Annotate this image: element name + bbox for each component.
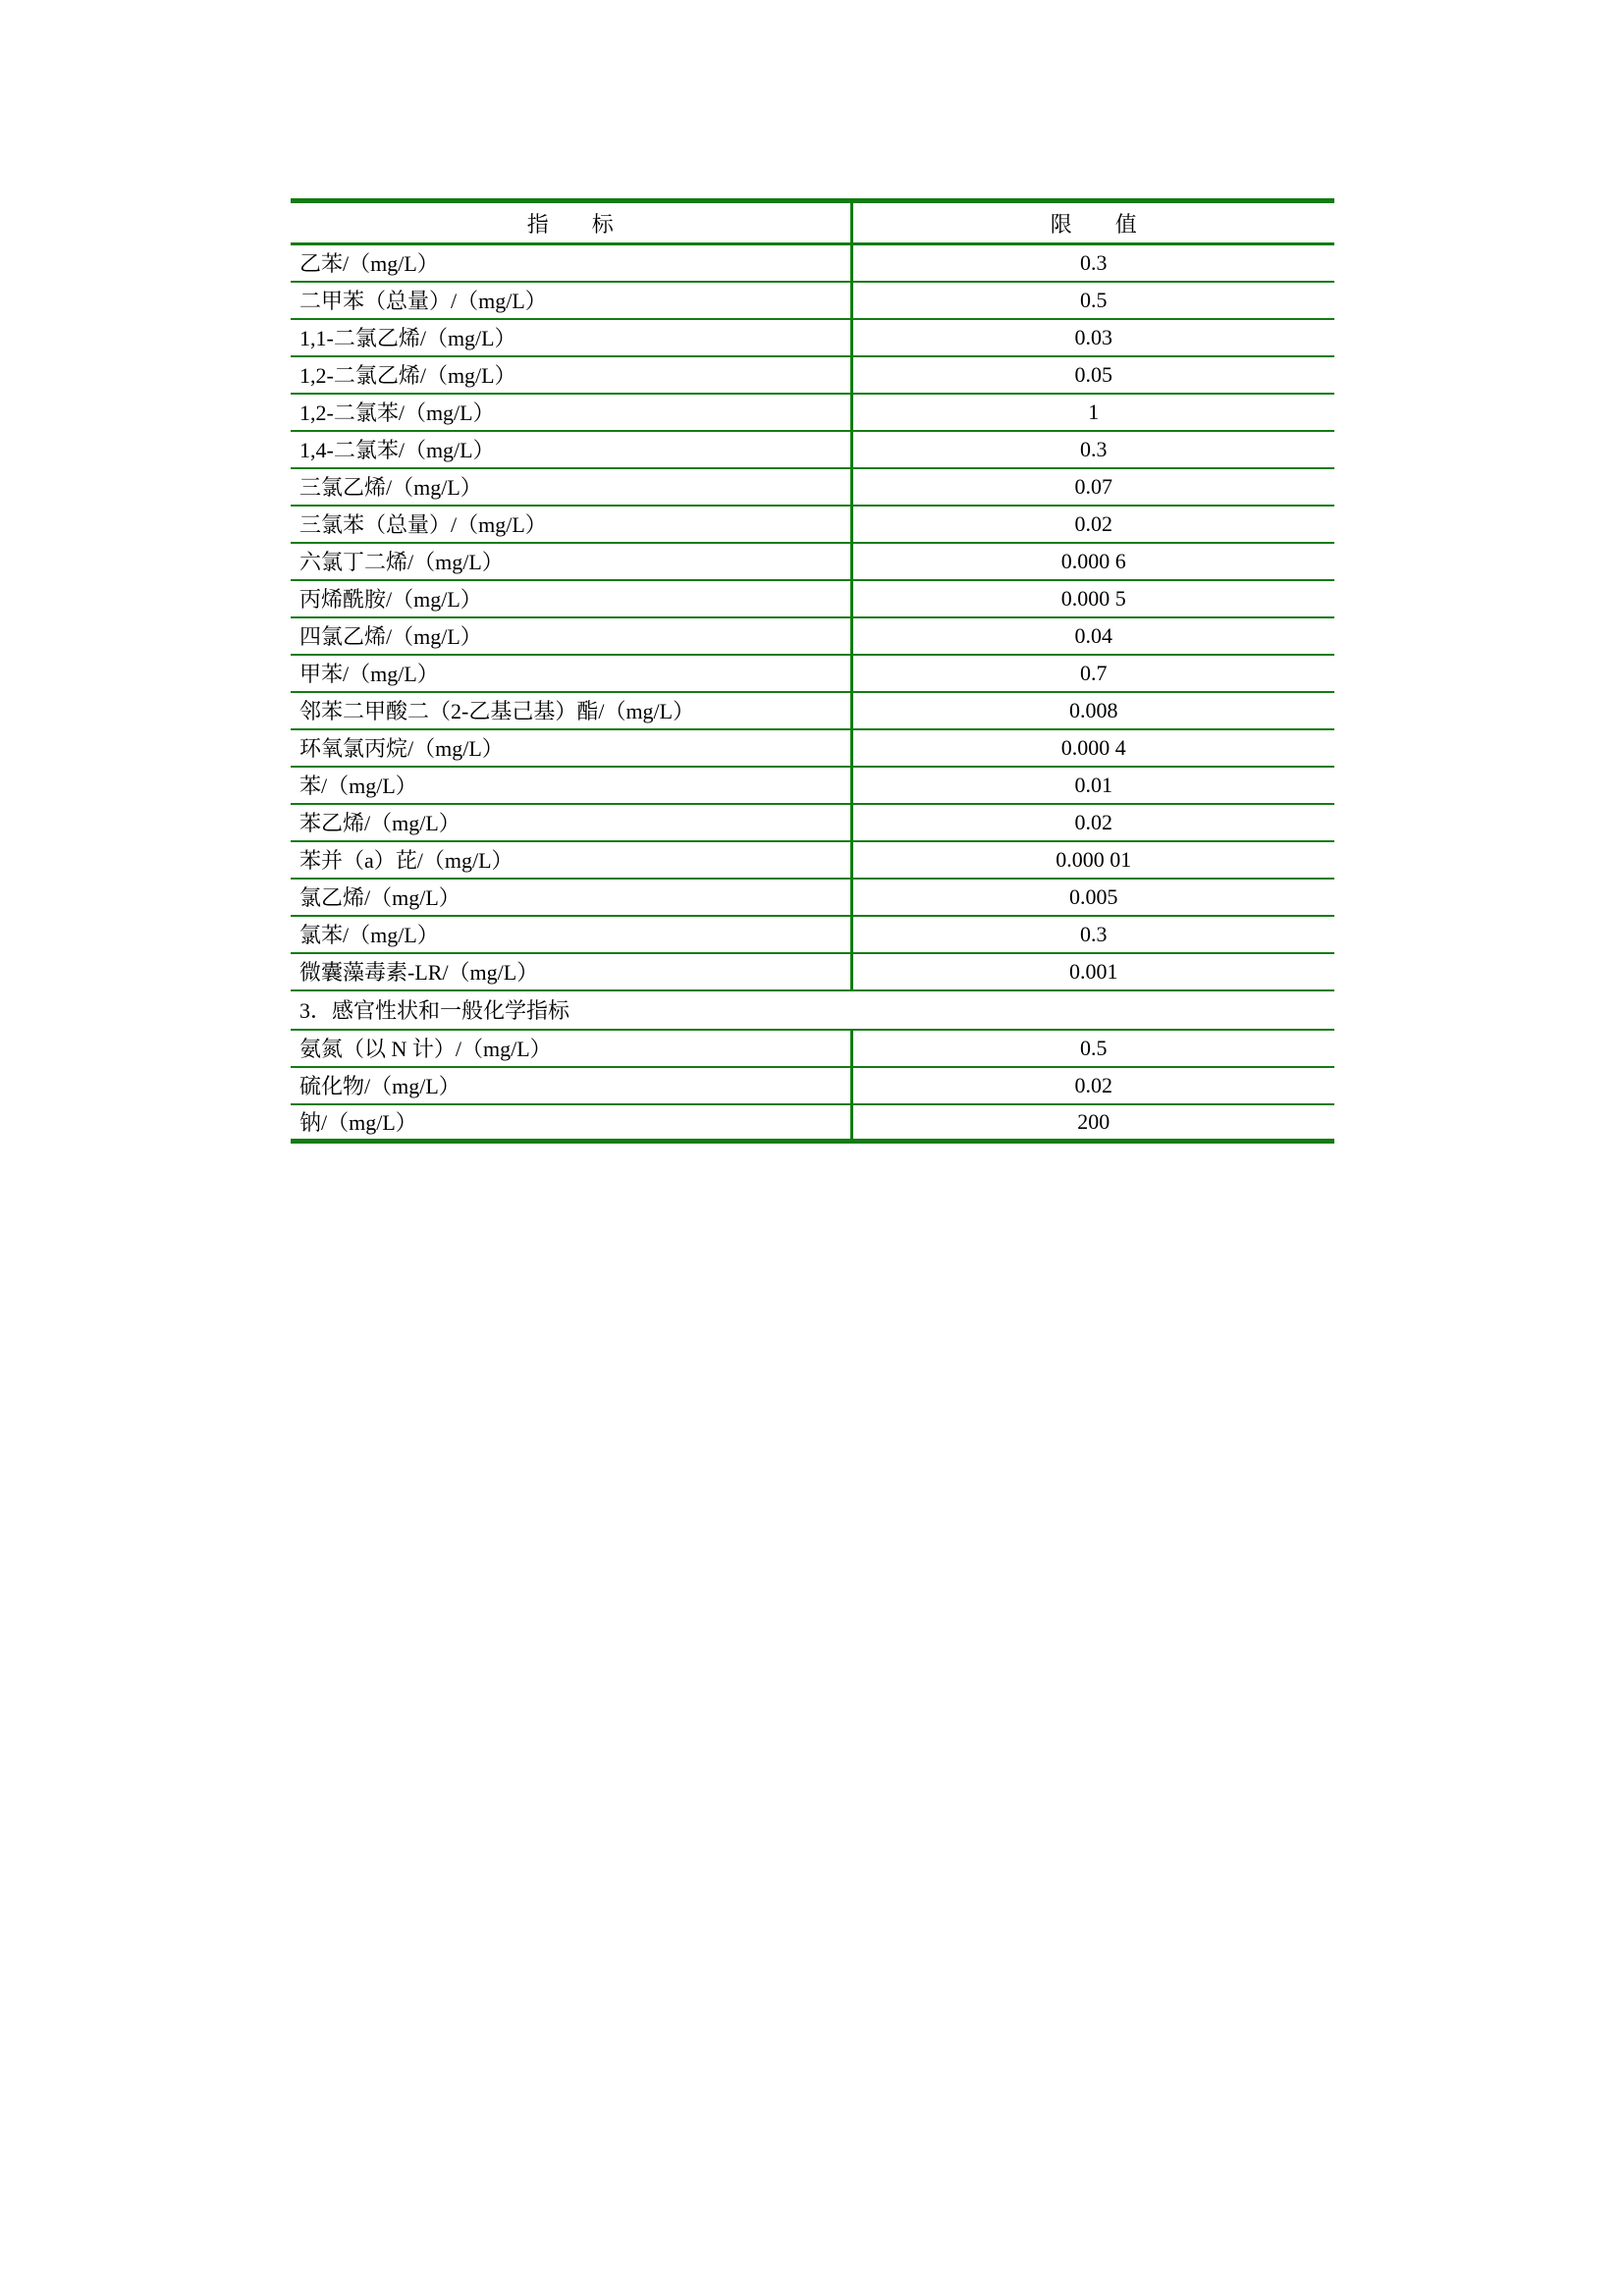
limit-cell: 0.3 — [851, 431, 1334, 468]
table-row — [291, 953, 1334, 990]
limit-cell: 0.7 — [851, 655, 1334, 692]
indicator-cell: 四氯乙烯/（mg/L） — [291, 617, 851, 655]
limit-cell: 0.000 01 — [851, 841, 1334, 879]
limit-cell: 0.000 4 — [851, 729, 1334, 767]
indicator-cell: 三氯乙烯/（mg/L） — [291, 468, 851, 506]
indicator-cell: 邻苯二甲酸二（2-乙基己基）酯/（mg/L） — [291, 692, 851, 729]
indicator-cell: 氨氮（以 N 计）/（mg/L） — [291, 1030, 851, 1067]
table-row — [291, 506, 1334, 543]
table-row — [291, 879, 1334, 916]
indicator-cell: 丙烯酰胺/（mg/L） — [291, 580, 851, 617]
indicator-cell: 苯并（a）芘/（mg/L） — [291, 841, 851, 879]
table-row — [291, 655, 1334, 692]
limit-cell: 0.5 — [851, 1030, 1334, 1067]
limit-cell: 200 — [851, 1104, 1334, 1142]
indicator-cell: 乙苯/（mg/L） — [291, 244, 851, 282]
limit-cell: 0.02 — [851, 804, 1334, 841]
column-header-indicator: 指 标 — [291, 201, 851, 244]
table-row — [291, 804, 1334, 841]
limit-cell: 0.02 — [851, 506, 1334, 543]
section-header-row — [291, 990, 1334, 1030]
indicator-cell: 三氯苯（总量）/（mg/L） — [291, 506, 851, 543]
table-row — [291, 244, 1334, 282]
indicator-cell: 环氧氯丙烷/（mg/L） — [291, 729, 851, 767]
limit-cell: 0.5 — [851, 282, 1334, 319]
indicator-cell: 二甲苯（总量）/（mg/L） — [291, 282, 851, 319]
indicator-cell: 1,2-二氯苯/（mg/L） — [291, 394, 851, 431]
limit-cell: 1 — [851, 394, 1334, 431]
table-row — [291, 1030, 1334, 1067]
table-row — [291, 282, 1334, 319]
table-row — [291, 319, 1334, 356]
limit-cell: 0.3 — [851, 244, 1334, 282]
table-row — [291, 431, 1334, 468]
indicator-cell: 甲苯/（mg/L） — [291, 655, 851, 692]
limit-cell: 0.07 — [851, 468, 1334, 506]
limit-cell: 0.03 — [851, 319, 1334, 356]
table-row — [291, 617, 1334, 655]
indicator-cell: 1,2-二氯乙烯/（mg/L） — [291, 356, 851, 394]
indicator-cell: 钠/（mg/L） — [291, 1104, 851, 1142]
table-row — [291, 356, 1334, 394]
limit-cell: 0.3 — [851, 916, 1334, 953]
column-header-limit: 限 值 — [851, 201, 1334, 244]
table-header-row — [291, 201, 1334, 244]
table-row — [291, 394, 1334, 431]
limit-cell: 0.005 — [851, 879, 1334, 916]
table-row — [291, 580, 1334, 617]
limit-cell: 0.05 — [851, 356, 1334, 394]
table-row — [291, 841, 1334, 879]
limit-cell: 0.04 — [851, 617, 1334, 655]
table-row — [291, 916, 1334, 953]
table-row — [291, 767, 1334, 804]
table-row — [291, 543, 1334, 580]
table-row — [291, 692, 1334, 729]
indicator-cell: 苯/（mg/L） — [291, 767, 851, 804]
table-row — [291, 468, 1334, 506]
indicator-cell: 1,1-二氯乙烯/（mg/L） — [291, 319, 851, 356]
section-header-label: 3．感官性状和一般化学指标 — [291, 990, 1334, 1030]
indicator-cell: 硫化物/（mg/L） — [291, 1067, 851, 1104]
indicator-cell: 六氯丁二烯/（mg/L） — [291, 543, 851, 580]
limit-cell: 0.02 — [851, 1067, 1334, 1104]
water-quality-limits-table — [291, 198, 1334, 1144]
indicator-cell: 微囊藻毒素-LR/（mg/L） — [291, 953, 851, 990]
table-row — [291, 1067, 1334, 1104]
limit-cell: 0.001 — [851, 953, 1334, 990]
table-row — [291, 1104, 1334, 1142]
indicator-cell: 苯乙烯/（mg/L） — [291, 804, 851, 841]
indicator-cell: 氯苯/（mg/L） — [291, 916, 851, 953]
limit-cell: 0.000 6 — [851, 543, 1334, 580]
limit-cell: 0.01 — [851, 767, 1334, 804]
table-row — [291, 729, 1334, 767]
indicator-cell: 1,4-二氯苯/（mg/L） — [291, 431, 851, 468]
indicator-cell: 氯乙烯/（mg/L） — [291, 879, 851, 916]
limit-cell: 0.008 — [851, 692, 1334, 729]
limit-cell: 0.000 5 — [851, 580, 1334, 617]
